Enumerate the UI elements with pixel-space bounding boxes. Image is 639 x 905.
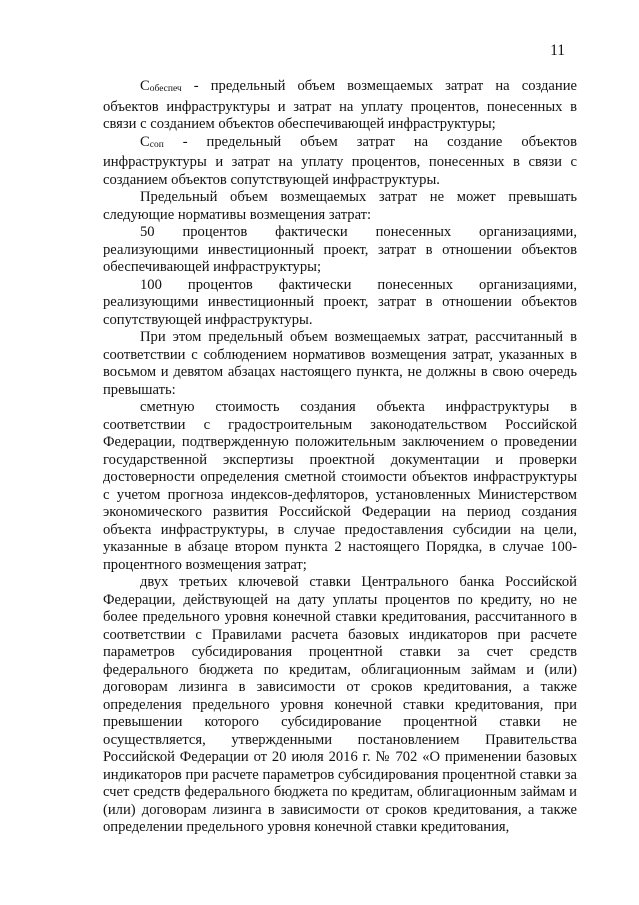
page-number: 11 [550, 42, 565, 59]
paragraph-key-rate: двух третьих ключевой ставки Центрального банка Российской Федерации, действующей на дату уплаты процентов по кредиту, но не более предельного уровня конечной ставки кредитования, рассчитанного в соответствии с Правилами расчета базовых индикаторов при расчете параметров субсидирования процентной ставки за счет средств федерального бюджета по кредитам, облигационным займам и (или) договорам лизинга в зависимости от сроков кредитования, а также определения предельного уровня конечной ставки кредитования, при превышении которого субсидирование процентной ставки не осуществляется, утвержденными постановлением Правительства Российской Федерации от 20 июля 2016 г. № 702 «О применении базовых индикаторов при расчете параметров субсидирования процентной ставки за счет средств федерального бюджета по кредитам, облигационным займам и (или) договорам лизинга в зависимости от сроков кредитования, а также определении предельного уровня конечной ставки кредитования, [103, 574, 577, 835]
symbol-c: С [140, 133, 150, 150]
paragraph-text: - предельный объем возмещаемых затрат на создание объектов инфраструктуры и затрат на уплату процентов, понесенных в связи с созданием объектов обеспечивающей инфраструктуры; [103, 78, 577, 132]
paragraph-50-percent: 50 процентов фактически понесенных организациями, реализующими инвестиционный проект, затрат в отношении объектов обеспечивающей инфраструктуры; [103, 224, 577, 275]
subscript-sop: соп [149, 139, 164, 150]
document-body [103, 78, 577, 837]
paragraph-limit-intro: Предельный объем возмещаемых затрат не может превышать следующие нормативы возмещения затрат: [103, 189, 577, 223]
subscript-obespech: обеспеч [149, 84, 182, 94]
paragraph-limit-condition: При этом предельный объем возмещаемых затрат, рассчитанный в соответствии с соблюдением нормативов возмещения затрат, указанных в восьмом и девятом абзацах настоящего пункта, не должны в свою очередь превышать: [103, 329, 577, 398]
paragraph-estimate-cost: сметную стоимость создания объекта инфраструктуры в соответствии с градостроительным законодательством Российской Федерации, подтвержденную положительным заключением о проведении государственной экспертизы проектной документации и проверки достоверности определения сметной стоимости объектов инфраструктуры с учетом прогноза индексов-дефляторов, установленных Министерством экономического развития Российской Федерации на период создания объекта инфраструктуры, в случае предоставления субсидии на цели, указанные в абзаце втором пункта 2 настоящего Порядка, в случае 100-процентного возмещения затрат; [103, 399, 577, 573]
paragraph-text: - предельный объем затрат на создание объектов инфраструктуры и затрат на уплату процентов, понесенных в связи с созданием объектов сопутствующей инфраструктуры. [103, 133, 577, 188]
paragraph-c-sop [103, 134, 577, 190]
symbol-c: С [140, 78, 150, 94]
paragraph-100-percent: 100 процентов фактически понесенных организациями, реализующими инвестиционный проект, затрат в отношении объектов сопутствующей инфраструктуры. [103, 276, 577, 328]
paragraph-c-obespech [103, 78, 577, 134]
